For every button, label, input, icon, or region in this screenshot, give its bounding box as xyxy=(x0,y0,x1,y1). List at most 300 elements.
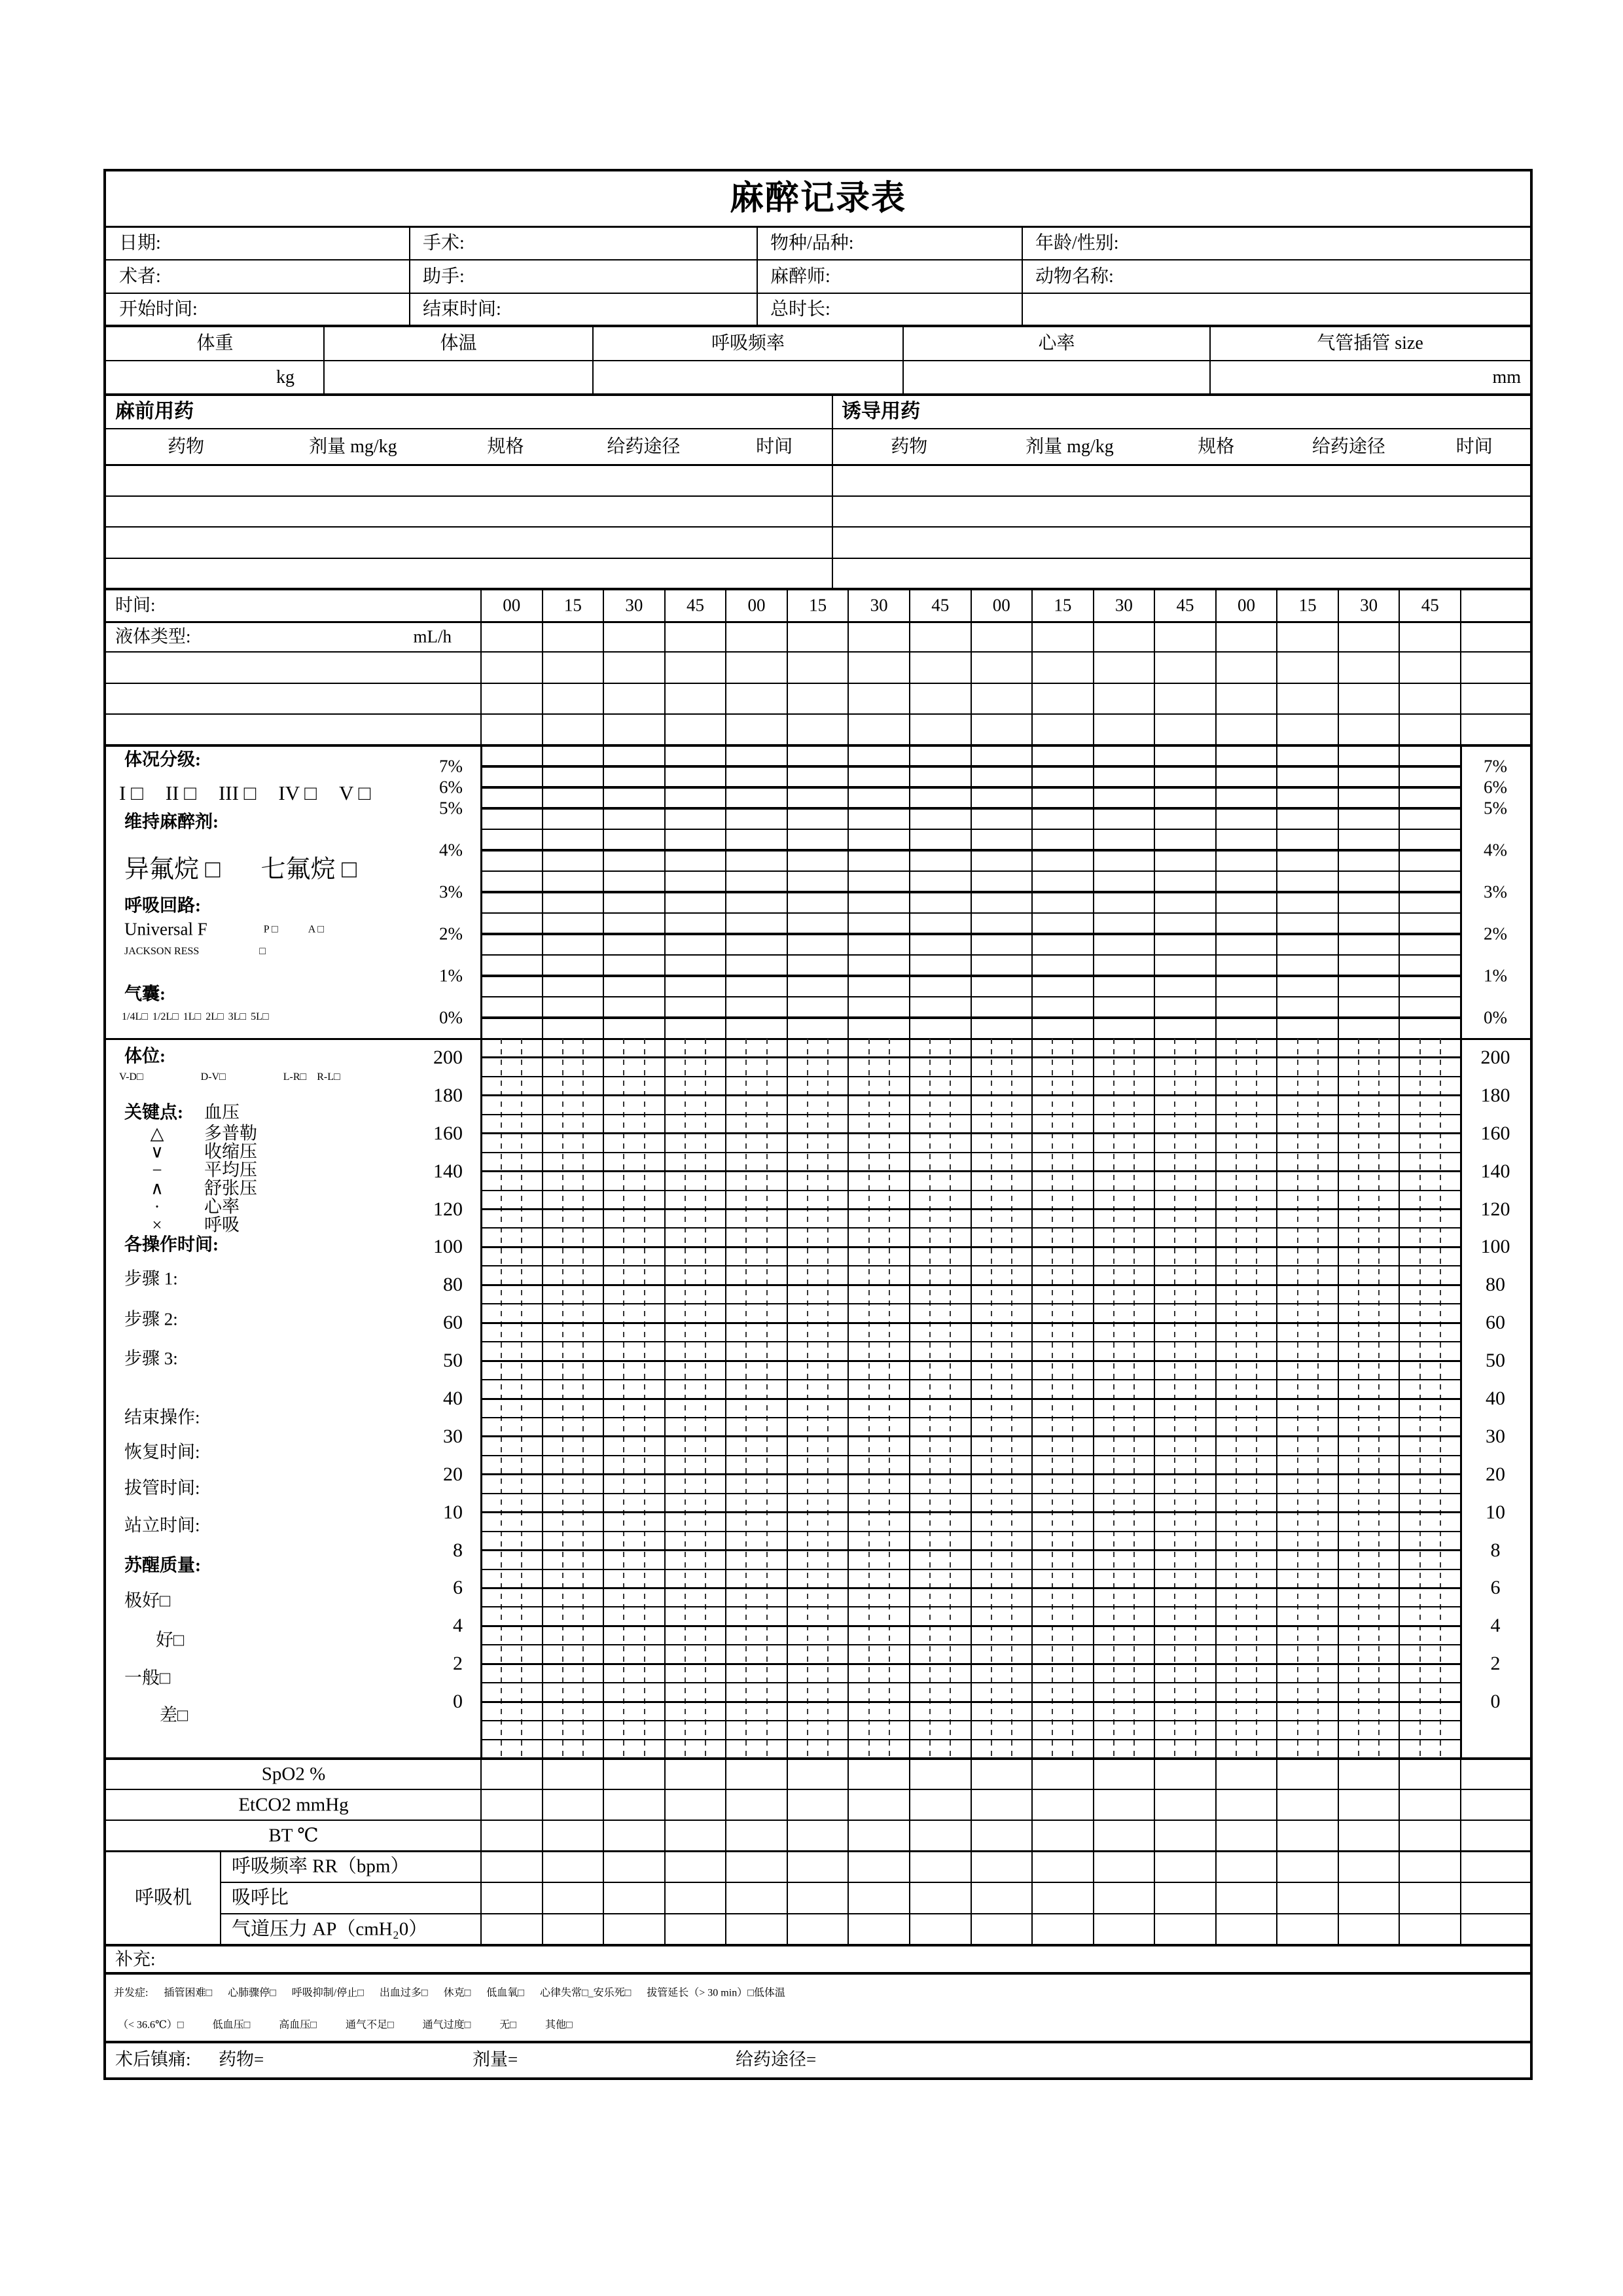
circuit-mode-checkbox[interactable]: A □ xyxy=(308,923,325,935)
time-cell-label: 45 xyxy=(686,595,704,615)
grid-column-line xyxy=(1276,1759,1277,1789)
anesthetic-checkbox[interactable]: 异氟烷 □ xyxy=(124,855,221,884)
grid-column-line xyxy=(1093,1851,1094,1882)
time-row-divider xyxy=(106,621,1530,623)
header-field-label: 总时长: xyxy=(770,298,830,319)
header-field-label: 年龄/性别: xyxy=(1035,232,1119,253)
vital-scale-left-label: 4 xyxy=(453,1615,463,1637)
grid-column-line xyxy=(1399,1820,1400,1851)
grid-column-line xyxy=(1154,1759,1155,1789)
vitals-column-header: 气管插管 size xyxy=(1317,332,1423,353)
vital-grid-row xyxy=(481,1531,1461,1532)
induction-column-header: 剂量 mg/kg xyxy=(1026,436,1114,457)
analgesia-drug-field[interactable]: 药物= xyxy=(219,2049,264,2070)
percent-scale-left-label: 5% xyxy=(439,798,463,818)
percent-grid-row xyxy=(481,870,1461,872)
grid-column-line xyxy=(1215,1789,1217,1820)
grid-column-line xyxy=(1460,1759,1461,1789)
drug-table-bottom xyxy=(106,588,1530,590)
recovery-option-checkbox[interactable]: 极好□ xyxy=(124,1590,171,1611)
grid-column-line xyxy=(1338,1882,1339,1914)
vital-scale-left-label: 100 xyxy=(433,1236,463,1258)
drug-title-divider xyxy=(106,428,1530,429)
grid-column-line xyxy=(480,1914,482,1945)
grid-column-line xyxy=(1399,1882,1400,1914)
ventilator-row-label: 呼吸频率 RR（bpm） xyxy=(232,1856,410,1877)
complications-line2 xyxy=(118,2016,573,2031)
end-time-label: 站立时间: xyxy=(124,1515,200,1535)
header-column-divider xyxy=(757,226,758,260)
vital-scale-right-label: 0 xyxy=(1490,1690,1501,1712)
grid-column-line xyxy=(1276,1882,1277,1914)
grid-column-line xyxy=(542,1882,543,1914)
grid-column-line xyxy=(725,1759,726,1789)
recovery-option-checkbox[interactable]: 差□ xyxy=(160,1705,188,1725)
vitals-bottom-divider xyxy=(106,393,1530,396)
grid-column-line xyxy=(847,1882,849,1914)
grid-column-line xyxy=(787,1789,788,1820)
percent-scale-right-label: 3% xyxy=(1484,882,1507,902)
time-cell-label: 15 xyxy=(809,595,827,615)
vital-scale-left-label: 40 xyxy=(443,1387,463,1409)
grid-column-line xyxy=(847,1851,849,1882)
header-column-divider xyxy=(757,260,758,293)
grid-column-line xyxy=(725,1820,726,1851)
keypoints-label: 关键点: xyxy=(124,1102,183,1122)
ventilator-row-divider xyxy=(221,1882,1530,1883)
header-field-label: 日期: xyxy=(119,232,161,253)
complication-checkbox[interactable]: 其他□ xyxy=(544,2019,573,2031)
vital-scale-left-label: 200 xyxy=(433,1046,463,1068)
rebreathing-bag-label: 气囊: xyxy=(124,984,166,1004)
vital-scale-right-label: 8 xyxy=(1490,1539,1501,1561)
grid-column-line xyxy=(909,652,910,745)
grid-column-line xyxy=(1093,1882,1094,1914)
vital-grid-row xyxy=(481,1284,1461,1286)
grid-column-line xyxy=(1338,622,1339,652)
percent-scale-right-label: 2% xyxy=(1484,924,1507,944)
grid-column-line xyxy=(1093,1789,1094,1820)
analgesia-top-divider xyxy=(106,2041,1530,2043)
induction-column-header: 给药途径 xyxy=(1311,436,1385,457)
grid-column-line xyxy=(664,1789,666,1820)
premed-section-title: 麻前用药 xyxy=(115,400,194,422)
position-checkbox[interactable]: L-R□ xyxy=(283,1071,307,1083)
percent-grid-row xyxy=(481,849,1461,852)
percent-scale-left-label: 7% xyxy=(439,756,463,776)
grid-column-line xyxy=(787,1851,788,1882)
premed-column-header: 剂量 mg/kg xyxy=(309,436,397,457)
premed-column-header: 给药途径 xyxy=(607,436,681,457)
drug-table-divider xyxy=(832,395,833,589)
monitor-row-label: BT ℃ xyxy=(268,1824,319,1846)
header-field-label: 结束时间: xyxy=(423,298,501,319)
position-checkbox[interactable]: V-D□ xyxy=(119,1071,143,1083)
vital-scale-left-label: 20 xyxy=(443,1463,463,1485)
legend-label: 平均压 xyxy=(204,1160,257,1180)
vitals-column-header: 心率 xyxy=(1038,332,1075,353)
grid-column-line xyxy=(971,1789,972,1820)
complication-checkbox[interactable]: 心肺骤停□ xyxy=(228,1987,276,1999)
grid-column-line xyxy=(909,1914,910,1945)
asa-checkbox[interactable]: II □ xyxy=(165,781,196,804)
asa-grade-label: 体况分级: xyxy=(124,749,201,770)
vital-grid-row xyxy=(481,1056,1461,1058)
grid-column-line xyxy=(1338,1820,1339,1851)
vital-grid-row xyxy=(481,1644,1461,1645)
grid-column-line xyxy=(542,1820,543,1851)
asa-checkbox[interactable]: III □ xyxy=(218,781,257,804)
recovery-option-checkbox[interactable]: 好□ xyxy=(156,1630,185,1650)
percent-scale-right-label: 1% xyxy=(1484,965,1507,986)
header-field-label: 助手: xyxy=(423,266,465,287)
circuit-line-universal xyxy=(124,919,324,939)
legend-label: 收缩压 xyxy=(204,1141,257,1162)
vitals-column-header: 体温 xyxy=(440,332,477,353)
breathing-circuit-label: 呼吸回路: xyxy=(124,895,201,916)
time-cell-label: 30 xyxy=(1360,595,1378,615)
position-options xyxy=(119,1071,340,1083)
grid-column-line xyxy=(909,1820,910,1851)
grid-column-line xyxy=(480,1882,482,1914)
grid-column-line xyxy=(1399,1789,1400,1820)
complication-checkbox[interactable]: 休克□ xyxy=(443,1987,471,1999)
vital-grid-row xyxy=(481,1511,1461,1513)
vital-scale-right-label: 30 xyxy=(1486,1425,1505,1447)
complication-checkbox[interactable]: 通气过度□ xyxy=(422,2019,471,2031)
vital-grid-row xyxy=(481,1625,1461,1627)
complication-checkbox[interactable]: 低血氧□ xyxy=(486,1987,524,1999)
bag-size-checkbox[interactable]: 2L□ xyxy=(205,1011,224,1022)
position-checkbox[interactable]: R-L□ xyxy=(317,1071,340,1083)
asa-checkbox[interactable]: IV □ xyxy=(278,781,317,804)
weight-unit-label: kg xyxy=(276,367,294,387)
grid-column-line xyxy=(1154,1882,1155,1914)
header-row-divider xyxy=(106,325,1530,327)
percent-grid-row xyxy=(481,829,1461,830)
position-checkbox[interactable]: D-V□ xyxy=(200,1071,226,1083)
bag-size-checkbox[interactable]: 1L□ xyxy=(183,1011,202,1022)
vital-grid-row xyxy=(481,1094,1461,1096)
complications-label: 并发症: xyxy=(114,1987,149,1999)
step-time-label: 步骤 2: xyxy=(124,1309,178,1329)
header-row-divider xyxy=(106,259,1530,260)
grid-column-line xyxy=(1399,652,1400,745)
header-row-divider xyxy=(106,293,1530,294)
time-cell-label: 00 xyxy=(503,595,521,615)
grid-column-line xyxy=(1399,1914,1400,1945)
vital-scale-left-label: 8 xyxy=(453,1539,463,1561)
grid-column-line xyxy=(971,652,972,745)
header-field-label: 开始时间: xyxy=(119,298,198,319)
bag-size-checkbox[interactable]: 1/4L□ xyxy=(122,1011,148,1022)
bag-size-checkbox[interactable]: 1/2L□ xyxy=(152,1011,179,1022)
grid-column-line xyxy=(1338,1851,1339,1882)
complication-checkbox[interactable]: 高血压□ xyxy=(279,2019,317,2031)
grid-column-line xyxy=(1215,652,1217,745)
grid-column-line xyxy=(1093,1759,1094,1789)
analgesia-dose-field[interactable]: 剂量= xyxy=(473,2049,518,2070)
grid-column-line xyxy=(1093,1914,1094,1945)
vital-scale-left-label: 6 xyxy=(453,1577,463,1599)
grid-column-line xyxy=(909,622,910,652)
ventilator-label: 呼吸机 xyxy=(134,1887,192,1909)
time-cell-label: 15 xyxy=(1054,595,1072,615)
percent-grid-row xyxy=(481,765,1461,768)
grid-column-line xyxy=(1093,622,1094,652)
vital-scale-right-label: 6 xyxy=(1490,1577,1501,1599)
legend-symbol: − xyxy=(152,1160,162,1180)
grid-column-line xyxy=(542,622,543,652)
complication-checkbox[interactable]: 心律失常□_安乐死□ xyxy=(539,1987,632,1999)
analgesia-route-field[interactable]: 给药途径= xyxy=(736,2049,817,2070)
legend-label: 呼吸 xyxy=(204,1215,240,1235)
complication-checkbox[interactable]: 插管困难□ xyxy=(164,1987,213,1999)
grid-column-line xyxy=(1338,1789,1339,1820)
vital-scale-right-label: 40 xyxy=(1486,1387,1505,1409)
grid-column-line xyxy=(1460,1851,1461,1882)
vital-grid-row xyxy=(481,1587,1461,1589)
percent-grid-row xyxy=(481,1016,1461,1019)
vital-grid-row xyxy=(481,1682,1461,1683)
grid-column-line xyxy=(603,1789,604,1820)
percent-scale-left-label: 1% xyxy=(439,965,463,986)
vital-scale-left-label: 120 xyxy=(433,1198,463,1220)
percent-scale-right-label: 5% xyxy=(1484,798,1507,818)
grid-column-line xyxy=(1276,1789,1277,1820)
vital-grid-row xyxy=(481,1417,1461,1418)
grid-column-line xyxy=(1215,1914,1217,1945)
vital-scale-right-label: 180 xyxy=(1480,1084,1510,1106)
vital-grid-row xyxy=(481,1322,1461,1324)
grid-column-line xyxy=(1031,1820,1033,1851)
vital-scale-right-label: 100 xyxy=(1480,1236,1510,1258)
grid-column-line xyxy=(1154,1914,1155,1945)
end-time-label: 恢复时间: xyxy=(124,1442,200,1462)
vital-scale-left-label: 10 xyxy=(443,1501,463,1523)
percent-grid-row xyxy=(481,786,1461,789)
asa-grade-options xyxy=(119,781,370,805)
grid-column-line xyxy=(1215,1851,1217,1882)
operation-times-label: 各操作时间: xyxy=(124,1234,219,1255)
grid-column-line xyxy=(664,1759,666,1789)
grid-column-line xyxy=(1031,1914,1033,1945)
title-divider xyxy=(106,226,1530,228)
vital-grid-row xyxy=(481,1663,1461,1665)
time-cell-label: 00 xyxy=(1238,595,1256,615)
header-column-divider xyxy=(1022,260,1023,293)
time-cell-label: 45 xyxy=(931,595,950,615)
ventilator-row-label: 吸呼比 xyxy=(232,1887,289,1909)
percent-section-top xyxy=(106,744,1530,747)
bag-size-checkbox[interactable]: 3L□ xyxy=(228,1011,247,1022)
vital-grid-row xyxy=(481,1435,1461,1437)
grid-column-line xyxy=(1460,1914,1461,1945)
percent-scale-right-label: 4% xyxy=(1484,840,1507,860)
time-cell-label: 45 xyxy=(1176,595,1194,615)
grid-column-line xyxy=(1338,1759,1339,1789)
time-cell-label: 00 xyxy=(992,595,1010,615)
bag-size-checkbox[interactable]: 5L□ xyxy=(251,1011,269,1022)
complication-checkbox[interactable]: 拔管延长（> 30 min）□低体温 xyxy=(647,1987,785,1999)
complications-line1 xyxy=(114,1984,785,2000)
vital-scale-right-label: 160 xyxy=(1480,1122,1510,1144)
complication-checkbox[interactable]: 低血压□ xyxy=(212,2019,251,2031)
grid-column-line xyxy=(971,1882,972,1914)
circuit-line-jackson xyxy=(124,946,266,958)
grid-column-line xyxy=(1276,1851,1277,1882)
bottom-row-divider xyxy=(106,1789,1530,1790)
complication-checkbox[interactable]: 呼吸抑制/停止□ xyxy=(291,1987,364,1999)
step-time-label: 步骤 1: xyxy=(124,1268,178,1289)
grid-column-line xyxy=(542,652,543,745)
recovery-option-checkbox[interactable]: 一般□ xyxy=(124,1668,171,1688)
vital-scale-left-label: 60 xyxy=(443,1311,463,1333)
vital-grid-row xyxy=(481,1720,1461,1721)
grid-column-line xyxy=(664,1851,666,1882)
legend-label: 舒张压 xyxy=(204,1178,257,1198)
percent-scale-right-label: 7% xyxy=(1484,756,1507,776)
circuit-universal-label: Universal F xyxy=(124,919,207,939)
vital-grid-row xyxy=(481,1076,1461,1077)
header-column-divider xyxy=(1022,226,1023,260)
fluid-empty-row-divider xyxy=(106,713,1530,715)
induction-column-header: 药物 xyxy=(891,436,928,457)
grid-column-line xyxy=(909,1759,910,1789)
grid-column-line xyxy=(787,622,788,652)
ventilator-bottom-divider xyxy=(106,1944,1530,1946)
vital-scale-right-label: 140 xyxy=(1480,1160,1510,1182)
grid-column-line xyxy=(1031,1759,1033,1789)
grid-column-line xyxy=(1399,622,1400,652)
grid-column-line xyxy=(725,1914,726,1945)
grid-column-line xyxy=(1460,652,1461,745)
grid-column-line xyxy=(1031,652,1033,745)
vital-grid-row xyxy=(481,1132,1461,1134)
vital-scale-left-label: 50 xyxy=(443,1349,463,1371)
maintenance-anesthetic-label: 维持麻醉剂: xyxy=(124,812,219,832)
vital-scale-right-label: 120 xyxy=(1480,1198,1510,1220)
time-cell-label: 00 xyxy=(747,595,766,615)
grid-column-line xyxy=(1215,1759,1217,1789)
vital-grid-row xyxy=(481,1493,1461,1494)
time-cell-label: 30 xyxy=(870,595,888,615)
grid-column-line xyxy=(542,1914,543,1945)
ventilator-row-label: 气道压力 AP（cmH₂0） xyxy=(232,1918,428,1940)
vital-grid-row xyxy=(481,1701,1461,1703)
circuit-jackson-checkbox[interactable]: □ xyxy=(259,946,266,957)
grid-column-line xyxy=(847,1789,849,1820)
vital-scale-left-label: 180 xyxy=(433,1084,463,1106)
percent-grid-row xyxy=(481,954,1461,956)
grid-column-line xyxy=(1338,652,1339,745)
grid-column-line xyxy=(603,1759,604,1789)
complication-checkbox[interactable]: 出血过多□ xyxy=(379,1987,428,1999)
vital-grid-row xyxy=(481,1170,1461,1172)
percent-grid-row xyxy=(481,807,1461,810)
supplement-label: 补充: xyxy=(115,1948,156,1969)
grid-column-line xyxy=(1460,1820,1461,1851)
grid-column-line xyxy=(971,1759,972,1789)
drug-row-divider xyxy=(106,495,1530,497)
grid-column-line xyxy=(1276,622,1277,652)
induction-column-header: 规格 xyxy=(1198,436,1235,457)
grid-column-line xyxy=(1215,1820,1217,1851)
grid-column-line xyxy=(787,1820,788,1851)
percent-scale-left-label: 6% xyxy=(439,777,463,797)
vital-grid-row xyxy=(481,1398,1461,1400)
grid-column-line xyxy=(847,652,849,745)
header-column-divider xyxy=(409,226,410,260)
percent-scale-right-label: 0% xyxy=(1484,1007,1507,1028)
header-column-divider xyxy=(409,260,410,293)
complication-checkbox[interactable]: 通气不足□ xyxy=(345,2019,394,2031)
fluid-empty-row-divider xyxy=(106,683,1530,684)
grid-column-line xyxy=(603,1820,604,1851)
step-time-label: 步骤 3: xyxy=(124,1348,178,1369)
anesthetic-checkbox[interactable]: 七氟烷 □ xyxy=(260,855,357,884)
vital-scale-right-label: 50 xyxy=(1486,1349,1505,1371)
position-label: 体位: xyxy=(124,1046,166,1066)
grid-column-line xyxy=(1215,622,1217,652)
vital-grid-row xyxy=(481,1265,1461,1266)
grid-column-line xyxy=(1276,1914,1277,1945)
percent-scale-left-label: 2% xyxy=(439,924,463,944)
vital-scale-right-label: 80 xyxy=(1486,1274,1505,1296)
grid-column-line xyxy=(1093,1820,1094,1851)
grid-column-line xyxy=(480,622,482,652)
grid-column-line xyxy=(1460,622,1461,652)
premed-column-header: 药物 xyxy=(168,436,205,457)
grid-column-line xyxy=(664,1820,666,1851)
time-cell-label: 30 xyxy=(1115,595,1133,615)
percent-grid-row xyxy=(481,912,1461,914)
grid-column-line xyxy=(542,1759,543,1789)
grid-column-line xyxy=(1031,1851,1033,1882)
monitor-row-label: SpO2 % xyxy=(261,1763,326,1784)
premed-column-header: 规格 xyxy=(487,436,524,457)
asa-checkbox[interactable]: I □ xyxy=(119,781,143,804)
percent-grid-row xyxy=(481,996,1461,997)
fluid-type-label: 液体类型: xyxy=(115,626,191,647)
percent-scale-right-label: 6% xyxy=(1484,777,1507,797)
vital-scale-left-label: 0 xyxy=(453,1690,463,1712)
legend-symbol: △ xyxy=(150,1123,164,1143)
vitals-column-header: 体重 xyxy=(196,332,234,353)
grid-column-line xyxy=(847,1820,849,1851)
percent-scale-left-label: 0% xyxy=(439,1007,463,1028)
grid-column-line xyxy=(725,652,726,745)
grid-column-line xyxy=(1154,652,1155,745)
complication-checkbox[interactable]: （< 36.6℃）□ xyxy=(118,2019,184,2031)
asa-checkbox[interactable]: V □ xyxy=(339,781,371,804)
bag-size-options xyxy=(122,1011,269,1023)
header-field-label: 物种/品种: xyxy=(770,232,854,253)
vital-scale-right-label: 200 xyxy=(1480,1046,1510,1068)
complication-checkbox[interactable]: 无□ xyxy=(499,2019,516,2031)
header-column-divider xyxy=(409,293,410,326)
legend-label: 心率 xyxy=(204,1196,240,1217)
grid-column-line xyxy=(971,1820,972,1851)
grid-column-line xyxy=(480,652,482,745)
induction-section-title: 诱导用药 xyxy=(842,400,920,422)
analgesia-label: 术后镇痛: xyxy=(115,2049,191,2070)
percent-grid-row xyxy=(481,891,1461,893)
grid-column-line xyxy=(542,1789,543,1820)
grid-column-line xyxy=(909,1882,910,1914)
circuit-mode-checkbox[interactable]: P □ xyxy=(263,923,278,935)
bottom-row-divider xyxy=(106,1850,1530,1852)
